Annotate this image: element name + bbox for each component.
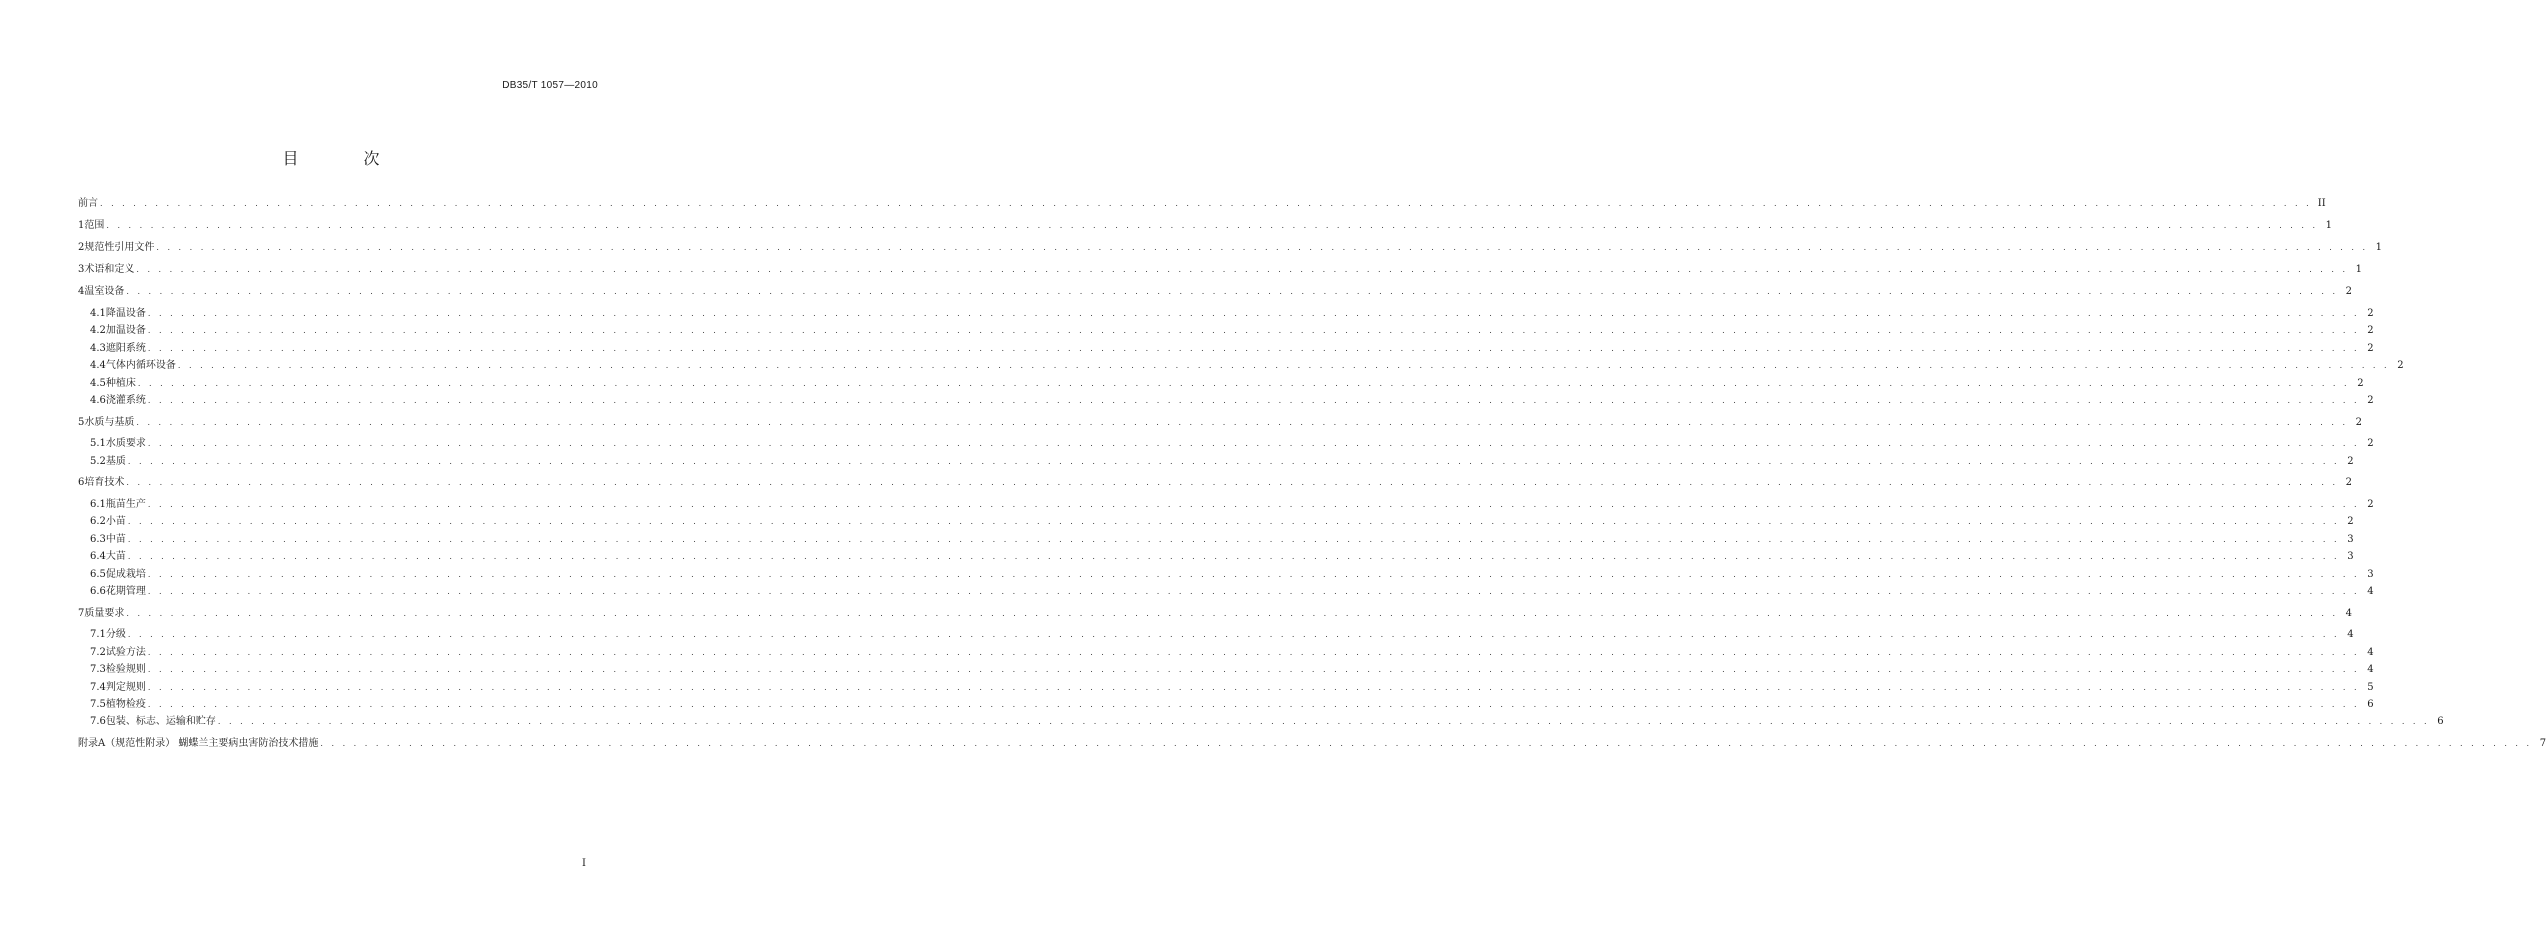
toc-entry[interactable] (90, 436, 2374, 452)
toc-entry[interactable] (90, 306, 2374, 322)
toc-entry-label: 水质要求 (105, 438, 146, 449)
toc-entry[interactable] (90, 393, 2374, 409)
toc-entry-label: 检验规则 (105, 664, 146, 675)
toc-entry-page: II (2317, 198, 2326, 209)
toc-dot-leader: . . . . . . . . . . . . . . . . . . . . . . . . . . . . . . . . . . . . . . . . . . . . . . . . . . . . . . . . . . . . . . . . . . . . . . . . . . . . . . . . . . . . . . . . . . . . . . . . . . . . . . . . . . . . . . . . . . . . . . . . . . . . . . . . . . . . . . . . . . . . . . . . . . . . . . . . . . . . . . . . . . . . . . . . . . . . . . . . . . . . . . . . . . . . . . . . . . . . . . . . (137, 379, 2350, 388)
toc-dot-leader: . . . . . . . . . . . . . . . . . . . . . . . . . . . . . . . . . . . . . . . . . . . . . . . . . . . . . . . . . . . . . . . . . . . . . . . . . . . . . . . . . . . . . . . . . . . . . . . . . . . . . . . . . . . . . . . . . . . . . . . . . . . . . . . . . . . . . . . . . . . . . . . . . . . . . . . . . . . . . . . . . . . . . . . . . . . . . . . . . . . . . . . . . . . . . . . . . . . . . . . . (147, 683, 2360, 692)
toc-entry-label: 判定规则 (105, 682, 146, 693)
toc-entry-number: 2 (78, 242, 85, 253)
toc-dot-leader: . . . . . . . . . . . . . . . . . . . . . . . . . . . . . . . . . . . . . . . . . . . . . . . . . . . . . . . . . . . . . . . . . . . . . . . . . . . . . . . . . . . . . . . . . . . . . . . . . . . . . . . . . . . . . . . . . . . . . . . . . . . . . . . . . . . . . . . . . . . . . . . . . . . . . . . . . . . . . . . . . . . . . . . . . . . . . . . . . . . . . . . . . . . . . . . . . . . . . . . . (147, 309, 2360, 318)
toc-dot-leader: . . . . . . . . . . . . . . . . . . . . . . . . . . . . . . . . . . . . . . . . . . . . . . . . . . . . . . . . . . . . . . . . . . . . . . . . . . . . . . . . . . . . . . . . . . . . . . . . . . . . . . . . . . . . . . . . . . . . . . . . . . . . . . . . . . . . . . . . . . . . . . . . . . . . . . . . . . . . . . . . . . . . . . . . . . . . . . . . . . . . . . . . . . . . . . . . . . . . . . . . (147, 326, 2360, 335)
toc-entry-number: 3 (78, 264, 85, 275)
toc-entry-page: 4 (2367, 647, 2374, 658)
toc-dot-leader: . . . . . . . . . . . . . . . . . . . . . . . . . . . . . . . . . . . . . . . . . . . . . . . . . . . . . . . . . . . . . . . . . . . . . . . . . . . . . . . . . . . . . . . . . . . . . . . . . . . . . . . . . . . . . . . . . . . . . . . . . . . . . . . . . . . . . . . . . . . . . . . . . . . . . . . . . . . . . . . . . . . . . . . . . . . . . . . . . . . . . . . . . . . . . . . . . . . . . . . . (127, 457, 2340, 466)
toc-dot-leader: . . . . . . . . . . . . . . . . . . . . . . . . . . . . . . . . . . . . . . . . . . . . . . . . . . . . . . . . . . . . . . . . . . . . . . . . . . . . . . . . . . . . . . . . . . . . . . . . . . . . . . . . . . . . . . . . . . . . . . . . . . . . . . . . . . . . . . . . . . . . . . . . . . . . . . . . . . . . . . . . . . . . . . . . . . . . . . . . . . . . . . . . . . . . . . . . . . . . . . . . (127, 552, 2340, 561)
toc-entry-page: 2 (2397, 360, 2404, 371)
toc-entry-number: 7 (78, 608, 85, 619)
toc-entry-label: 术语和定义 (84, 264, 135, 275)
toc-entry[interactable] (90, 549, 2354, 565)
toc-entry-number: 4.3 (90, 343, 106, 354)
toc-entry-number: 4.4 (90, 360, 106, 371)
toc-entry[interactable] (90, 358, 2404, 374)
toc-dot-leader: . . . . . . . . . . . . . . . . . . . . . . . . . . . . . . . . . . . . . . . . . . . . . . . . . . . . . . . . . . . . . . . . . . . . . . . . . . . . . . . . . . . . . . . . . . . . . . . . . . . . . . . . . . . . . . . . . . . . . . . . . . . . . . . . . . . . . . . . . . . . . . . . . . . . . . . . . . . . . . . . . . . . . . . . . . . . . . . . . . . . . . . . . . . . . . . . . . . . . . . . (147, 587, 2360, 596)
toc-entry-page: 2 (2367, 499, 2374, 510)
toc-dot-leader: . . . . . . . . . . . . . . . . . . . . . . . . . . . . . . . . . . . . . . . . . . . . . . . . . . . . . . . . . . . . . . . . . . . . . . . . . . . . . . . . . . . . . . . . . . . . . . . . . . . . . . . . . . . . . . . . . . . . . . . . . . . . . . . . . . . . . . . . . . . . . . . . . . . . . . . . . . . . . . . . . . . . . . . . . . . . . . . . . . . . . . . . . . . . . . . . . . . . . . . . (136, 418, 2349, 427)
toc-entry-page: 2 (2367, 395, 2374, 406)
toc-dot-leader: . . . . . . . . . . . . . . . . . . . . . . . . . . . . . . . . . . . . . . . . . . . . . . . . . . . . . . . . . . . . . . . . . . . . . . . . . . . . . . . . . . . . . . . . . . . . . . . . . . . . . . . . . . . . . . . . . . . . . . . . . . . . . . . . . . . . . . . . . . . . . . . . . . . . . . . . . . . . . . . . . . . . . . . . . . . . . . . . . . . . . . . . . . . . . . . . . . . . . . . . (147, 439, 2360, 448)
doc-code: DB35/T 1057—2010 (502, 80, 598, 91)
toc-entry-label: 范围 (84, 220, 105, 231)
toc-entry-label: 加温设备 (105, 325, 146, 336)
toc-entry-label: 分级 (105, 629, 126, 640)
toc-entry-page: 4 (2345, 608, 2353, 619)
toc-dot-leader: . . . . . . . . . . . . . . . . . . . . . . . . . . . . . . . . . . . . . . . . . . . . . . . . . . . . . . . . . . . . . . . . . . . . . . . . . . . . . . . . . . . . . . . . . . . . . . . . . . . . . . . . . . . . . . . . . . . . . . . . . . . . . . . . . . . . . . . . . . . . . . . . . . . . . . . . . . . . . . . . . . . . . . . . . . . . . . . . . . . . . . . . . . . . . . . . . . . . . . . . (126, 609, 2339, 618)
toc-dot-leader: . . . . . . . . . . . . . . . . . . . . . . . . . . . . . . . . . . . . . . . . . . . . . . . . . . . . . . . . . . . . . . . . . . . . . . . . . . . . . . . . . . . . . . . . . . . . . . . . . . . . . . . . . . . . . . . . . . . . . . . . . . . . . . . . . . . . . . . . . . . . . . . . . . . . . . . . . . . . . . . . . . . . . . . . . . . . . . . . . . . . . . . . . . . . . . . . . . . . . . . . (136, 265, 2349, 274)
toc-dot-leader: . . . . . . . . . . . . . . . . . . . . . . . . . . . . . . . . . . . . . . . . . . . . . . . . . . . . . . . . . . . . . . . . . . . . . . . . . . . . . . . . . . . . . . . . . . . . . . . . . . . . . . . . . . . . . . . . . . . . . . . . . . . . . . . . . . . . . . . . . . . . . . . . . . . . . . . . . . . . . . . . . . . . . . . . . . . . . . . . . . . . . . . . . . . . . . . . . . . . . . . . (320, 739, 2533, 748)
toc-entry[interactable] (90, 454, 2354, 470)
toc-entry-label: 前言 (78, 198, 98, 209)
toc-entry-number: 5.1 (90, 438, 106, 449)
toc-entry[interactable] (78, 475, 2353, 491)
toc-entry[interactable] (90, 376, 2364, 392)
toc-entry[interactable] (90, 680, 2374, 696)
toc-dot-leader: . . . . . . . . . . . . . . . . . . . . . . . . . . . . . . . . . . . . . . . . . . . . . . . . . . . . . . . . . . . . . . . . . . . . . . . . . . . . . . . . . . . . . . . . . . . . . . . . . . . . . . . . . . . . . . . . . . . . . . . . . . . . . . . . . . . . . . . . . . . . . . . . . . . . . . . . . . . . . . . . . . . . . . . . . . . . . . . . . . . . . . . . . . . . . . . . . . . . . . . . (147, 648, 2360, 657)
toc-entry[interactable] (90, 714, 2444, 730)
toc-entry[interactable] (90, 323, 2374, 339)
toc-entry-number: 6.2 (90, 516, 106, 527)
toc-entry-page: 2 (2367, 325, 2374, 336)
toc-entry-page: 6 (2437, 716, 2444, 727)
toc-entry[interactable] (78, 415, 2363, 431)
toc-entry[interactable] (78, 240, 2383, 256)
toc-entry-label: 花期管理 (105, 586, 146, 597)
toc-entry-number: 7.1 (90, 629, 106, 640)
toc-entry-page: 2 (2355, 417, 2363, 428)
toc-entry-label: 降温设备 (105, 308, 146, 319)
toc-entry[interactable] (90, 697, 2374, 713)
toc-entry[interactable] (90, 584, 2374, 600)
toc-entry[interactable] (78, 262, 2363, 278)
toc-entry-page: 4 (2367, 664, 2374, 675)
toc-entry[interactable] (90, 341, 2374, 357)
toc-entry-page: 6 (2367, 699, 2374, 710)
toc-dot-leader: . . . . . . . . . . . . . . . . . . . . . . . . . . . . . . . . . . . . . . . . . . . . . . . . . . . . . . . . . . . . . . . . . . . . . . . . . . . . . . . . . . . . . . . . . . . . . . . . . . . . . . . . . . . . . . . . . . . . . . . . . . . . . . . . . . . . . . . . . . . . . . . . . . . . . . . . . . . . . . . . . . . . . . . . . . . . . . . . . . . . . . . . . . . . . . . . . . . . . . . . (100, 199, 2312, 208)
toc-entry-number: 6.1 (90, 499, 106, 510)
toc-entry-number: 6 (78, 477, 85, 488)
toc-entry-page: 4 (2367, 586, 2374, 597)
toc-dot-leader: . . . . . . . . . . . . . . . . . . . . . . . . . . . . . . . . . . . . . . . . . . . . . . . . . . . . . . . . . . . . . . . . . . . . . . . . . . . . . . . . . . . . . . . . . . . . . . . . . . . . . . . . . . . . . . . . . . . . . . . . . . . . . . . . . . . . . . . . . . . . . . . . . . . . . . . . . . . . . . . . . . . . . . . . . . . . . . . . . . . . . . . . . . . . . . . . . . . . . . . . (126, 287, 2339, 296)
toc-dot-leader: . . . . . . . . . . . . . . . . . . . . . . . . . . . . . . . . . . . . . . . . . . . . . . . . . . . . . . . . . . . . . . . . . . . . . . . . . . . . . . . . . . . . . . . . . . . . . . . . . . . . . . . . . . . . . . . . . . . . . . . . . . . . . . . . . . . . . . . . . . . . . . . . . . . . . . . . . . . . . . . . . . . . . . . . . . . . . . . . . . . . . . . . . . . . . . . . . . . . . . . . (147, 665, 2360, 674)
toc-entry-page: 1 (2375, 242, 2383, 253)
toc-entry-label: 温室设备 (84, 286, 125, 297)
toc-dot-leader: . . . . . . . . . . . . . . . . . . . . . . . . . . . . . . . . . . . . . . . . . . . . . . . . . . . . . . . . . . . . . . . . . . . . . . . . . . . . . . . . . . . . . . . . . . . . . . . . . . . . . . . . . . . . . . . . . . . . . . . . . . . . . . . . . . . . . . . . . . . . . . . . . . . . . . . . . . . . . . . . . . . . . . . . . . . . . . . . . . . . . . . . . . . . . . . . . . . . . . . . (126, 478, 2339, 487)
toc-entry[interactable] (78, 736, 2546, 752)
toc-entry-number: 4.6 (90, 395, 106, 406)
toc-entry-label: 遮阳系统 (105, 343, 146, 354)
toc-entry-page: 2 (2345, 477, 2353, 488)
toc-entry-label: 促成栽培 (105, 569, 146, 580)
toc-dot-leader: . . . . . . . . . . . . . . . . . . . . . . . . . . . . . . . . . . . . . . . . . . . . . . . . . . . . . . . . . . . . . . . . . . . . . . . . . . . . . . . . . . . . . . . . . . . . . . . . . . . . . . . . . . . . . . . . . . . . . . . . . . . . . . . . . . . . . . . . . . . . . . . . . . . . . . . . . . . . . . . . . . . . . . . . . . . . . . . . . . . . . . . . . . . . . . . . . . . . . . . . (127, 517, 2340, 526)
toc-entry-page: 2 (2347, 516, 2354, 527)
toc-entry-number: 4.5 (90, 378, 106, 389)
toc-dot-leader: . . . . . . . . . . . . . . . . . . . . . . . . . . . . . . . . . . . . . . . . . . . . . . . . . . . . . . . . . . . . . . . . . . . . . . . . . . . . . . . . . . . . . . . . . . . . . . . . . . . . . . . . . . . . . . . . . . . . . . . . . . . . . . . . . . . . . . . . . . . . . . . . . . . . . . . . . . . . . . . . . . . . . . . . . . . . . . . . . . . . . . . . . . . . . . . . . . . . . . . . (106, 221, 2319, 230)
toc-dot-leader: . . . . . . . . . . . . . . . . . . . . . . . . . . . . . . . . . . . . . . . . . . . . . . . . . . . . . . . . . . . . . . . . . . . . . . . . . . . . . . . . . . . . . . . . . . . . . . . . . . . . . . . . . . . . . . . . . . . . . . . . . . . . . . . . . . . . . . . . . . . . . . . . . . . . . . . . . . . . . . . . . . . . . . . . . . . . . . . . . . . . . . . . . . . . . . . . . . . . . . . . (147, 396, 2360, 405)
toc-entry[interactable] (78, 196, 2326, 212)
toc-entry-number: 7.4 (90, 682, 106, 693)
toc-dot-leader: . . . . . . . . . . . . . . . . . . . . . . . . . . . . . . . . . . . . . . . . . . . . . . . . . . . . . . . . . . . . . . . . . . . . . . . . . . . . . . . . . . . . . . . . . . . . . . . . . . . . . . . . . . . . . . . . . . . . . . . . . . . . . . . . . . . . . . . . . . . . . . . . . . . . . . . . . . . . . . . . . . . . . . . . . . . . . . . . . . . . . . . . . . . . . . . . . . . . . . . . (147, 700, 2360, 709)
toc-entry[interactable] (90, 567, 2374, 583)
toc-dot-leader: . . . . . . . . . . . . . . . . . . . . . . . . . . . . . . . . . . . . . . . . . . . . . . . . . . . . . . . . . . . . . . . . . . . . . . . . . . . . . . . . . . . . . . . . . . . . . . . . . . . . . . . . . . . . . . . . . . . . . . . . . . . . . . . . . . . . . . . . . . . . . . . . . . . . . . . . . . . . . . . . . . . . . . . . . . . . . . . . . . . . . . . . . . . . . . . . . . . . . . . . (147, 570, 2360, 579)
toc-dot-leader: . . . . . . . . . . . . . . . . . . . . . . . . . . . . . . . . . . . . . . . . . . . . . . . . . . . . . . . . . . . . . . . . . . . . . . . . . . . . . . . . . . . . . . . . . . . . . . . . . . . . . . . . . . . . . . . . . . . . . . . . . . . . . . . . . . . . . . . . . . . . . . . . . . . . . . . . . . . . . . . . . . . . . . . . . . . . . . . . . . . . . . . . . . . . . . . . . . . . . . . . (147, 344, 2360, 353)
toc-entry-number: 6.6 (90, 586, 106, 597)
toc-entry-label: 培育技术 (84, 477, 125, 488)
toc-dot-leader: . . . . . . . . . . . . . . . . . . . . . . . . . . . . . . . . . . . . . . . . . . . . . . . . . . . . . . . . . . . . . . . . . . . . . . . . . . . . . . . . . . . . . . . . . . . . . . . . . . . . . . . . . . . . . . . . . . . . . . . . . . . . . . . . . . . . . . . . . . . . . . . . . . . . . . . . . . . . . . . . . . . . . . . . . . . . . . . . . . . . . . . . . . . . . . . . . . . . . . . . (177, 361, 2390, 370)
toc-entry-label: 气体内循环设备 (105, 360, 176, 371)
toc-entry-page: 2 (2345, 286, 2353, 297)
toc-entry-number: 5.2 (90, 456, 106, 467)
toc-entry-page: 2 (2357, 378, 2364, 389)
toc-entry[interactable] (78, 606, 2353, 622)
toc-entry-number: 7.5 (90, 699, 106, 710)
toc-entry-label: 基质 (105, 456, 126, 467)
toc-dot-leader: . . . . . . . . . . . . . . . . . . . . . . . . . . . . . . . . . . . . . . . . . . . . . . . . . . . . . . . . . . . . . . . . . . . . . . . . . . . . . . . . . . . . . . . . . . . . . . . . . . . . . . . . . . . . . . . . . . . . . . . . . . . . . . . . . . . . . . . . . . . . . . . . . . . . . . . . . . . . . . . . . . . . . . . . . . . . . . . . . . . . . . . . . . . . . . . . . . . . . . . . (156, 243, 2369, 252)
toc-entry-number: 7.3 (90, 664, 106, 675)
toc-entry-label: 小苗 (105, 516, 126, 527)
toc-entry-label: 附录A（规范性附录） 蝴蝶兰主要病虫害防治技术措施 (78, 738, 319, 749)
toc-dot-leader: . . . . . . . . . . . . . . . . . . . . . . . . . . . . . . . . . . . . . . . . . . . . . . . . . . . . . . . . . . . . . . . . . . . . . . . . . . . . . . . . . . . . . . . . . . . . . . . . . . . . . . . . . . . . . . . . . . . . . . . . . . . . . . . . . . . . . . . . . . . . . . . . . . . . . . . . . . . . . . . . . . . . . . . . . . . . . . . . . . . . . . . . . . . . . . . . . . . . . . . . (127, 630, 2340, 639)
toc-entry[interactable] (78, 284, 2353, 300)
toc-entry-number: 4 (78, 286, 85, 297)
toc-entry-page: 2 (2367, 308, 2374, 319)
toc-entry-label: 包装、标志、运输和贮存 (105, 716, 216, 727)
toc-dot-leader: . . . . . . . . . . . . . . . . . . . . . . . . . . . . . . . . . . . . . . . . . . . . . . . . . . . . . . . . . . . . . . . . . . . . . . . . . . . . . . . . . . . . . . . . . . . . . . . . . . . . . . . . . . . . . . . . . . . . . . . . . . . . . . . . . . . . . . . . . . . . . . . . . . . . . . . . . . . . . . . . . . . . . . . . . . . . . . . . . . . . . . . . . . . . . . . . . . . . . . . . (147, 500, 2360, 509)
toc-entry[interactable] (90, 497, 2374, 513)
toc-dot-leader: . . . . . . . . . . . . . . . . . . . . . . . . . . . . . . . . . . . . . . . . . . . . . . . . . . . . . . . . . . . . . . . . . . . . . . . . . . . . . . . . . . . . . . . . . . . . . . . . . . . . . . . . . . . . . . . . . . . . . . . . . . . . . . . . . . . . . . . . . . . . . . . . . . . . . . . . . . . . . . . . . . . . . . . . . . . . . . . . . . . . . . . . . . . . . . . . . . . . . . . . (217, 717, 2430, 726)
toc-entry-label: 规范性引用文件 (84, 242, 155, 253)
toc-entry-page: 1 (2325, 220, 2333, 231)
toc-entry-page: 2 (2367, 343, 2374, 354)
toc-entry-number: 6.3 (90, 534, 106, 545)
toc-entry[interactable] (78, 218, 2333, 234)
toc-entry[interactable] (90, 662, 2374, 678)
page-title: 目 次 (282, 149, 410, 168)
toc-entry-page: 3 (2367, 569, 2374, 580)
toc-entry-label: 中苗 (105, 534, 126, 545)
toc-entry-label: 质量要求 (84, 608, 125, 619)
toc-entry-label: 试验方法 (105, 647, 146, 658)
toc-entry-page: 2 (2347, 456, 2354, 467)
toc-entry-number: 5 (78, 417, 85, 428)
toc-entry-page: 5 (2367, 682, 2374, 693)
toc-entry-label: 植物检疫 (105, 699, 146, 710)
toc-entry-number: 4.2 (90, 325, 106, 336)
toc-entry-number: 7.2 (90, 647, 106, 658)
toc-entry-label: 浇灌系统 (105, 395, 146, 406)
page-number: I (582, 858, 586, 869)
toc-entry-page: 2 (2367, 438, 2374, 449)
toc-entry[interactable] (90, 645, 2374, 661)
toc-entry-number: 1 (78, 220, 85, 231)
toc-entry[interactable] (90, 532, 2354, 548)
toc-entry[interactable] (90, 627, 2354, 643)
toc-entry-page: 3 (2347, 534, 2354, 545)
toc-entry-page: 3 (2347, 551, 2354, 562)
toc-entry-number: 4.1 (90, 308, 106, 319)
toc-entry-number: 7.6 (90, 716, 106, 727)
toc-entry-label: 水质与基质 (84, 417, 135, 428)
toc-dot-leader: . . . . . . . . . . . . . . . . . . . . . . . . . . . . . . . . . . . . . . . . . . . . . . . . . . . . . . . . . . . . . . . . . . . . . . . . . . . . . . . . . . . . . . . . . . . . . . . . . . . . . . . . . . . . . . . . . . . . . . . . . . . . . . . . . . . . . . . . . . . . . . . . . . . . . . . . . . . . . . . . . . . . . . . . . . . . . . . . . . . . . . . . . . . . . . . . . . . . . . . . (127, 535, 2340, 544)
toc-entry-label: 大苗 (105, 551, 126, 562)
toc-entry-number: 6.4 (90, 551, 106, 562)
toc-entry-page: 7 (2539, 738, 2546, 749)
toc-entry[interactable] (90, 514, 2354, 530)
toc-entry-number: 6.5 (90, 569, 106, 580)
toc-entry-label: 瓶苗生产 (105, 499, 146, 510)
toc-entry-label: 种植床 (105, 378, 136, 389)
toc-entry-page: 4 (2347, 629, 2354, 640)
toc-entry-page: 1 (2355, 264, 2363, 275)
